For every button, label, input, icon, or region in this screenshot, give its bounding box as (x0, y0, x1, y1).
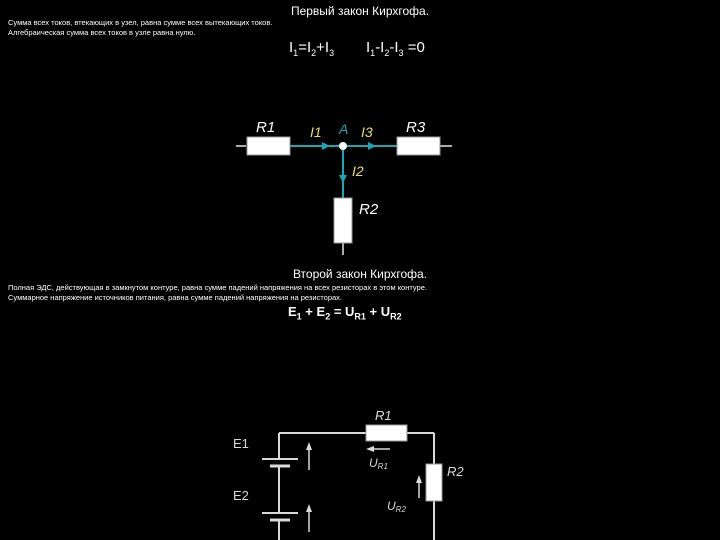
label-e1: E1 (233, 436, 249, 451)
law1-title: Первый закон Кирхгофа. (290, 4, 430, 18)
law2-line2: Суммарное напряжение источников питания, равна сумме падений напряжения на резисторах. (8, 293, 343, 302)
label-r1: R1 (256, 119, 276, 136)
arrow-e1-head (306, 442, 312, 450)
arrow-ur2-head (416, 475, 422, 483)
label-ur2: UR2 (387, 499, 406, 514)
label-i3: I3 (361, 124, 373, 140)
label-r2: R2 (359, 201, 379, 218)
law2-line1: Полная ЭДС, действующая в замкнутом контуре, равна сумме падений напряжения на всех резисторах в этом контуре. (8, 283, 427, 292)
label-i2: I2 (352, 163, 364, 179)
arrow-ur1-head (366, 446, 374, 452)
arrow-e2-head (306, 504, 312, 512)
law2-title: Второй закон Кирхгофа. (292, 267, 428, 281)
resistor-loop-r1 (366, 425, 407, 441)
label-loop-r2: R2 (447, 464, 464, 479)
label-i1: I1 (310, 124, 322, 140)
law2-formula: $E_1 + E_2 = U_{R1} + U_{R2}$ (288, 304, 402, 322)
law1-line1: Сумма всех токов, втекающих в узел, равна сумме всех вытекающих токов. (8, 18, 273, 27)
label-e2: E2 (233, 488, 249, 503)
label-r3: R3 (406, 119, 426, 136)
law1-line2: Алгебраическая сумма всех токов в узле равна нулю. (8, 28, 196, 37)
law1-formula-zero: $I_1-I_2-I_3 =0$ (366, 39, 425, 58)
resistor-loop-r2 (426, 464, 442, 501)
label-node-a: A (339, 121, 349, 137)
label-ur1: UR1 (369, 456, 388, 471)
label-loop-r1: R1 (375, 408, 392, 423)
law1-formula-sum: $I_1=I_2+I_3$ (289, 39, 335, 58)
